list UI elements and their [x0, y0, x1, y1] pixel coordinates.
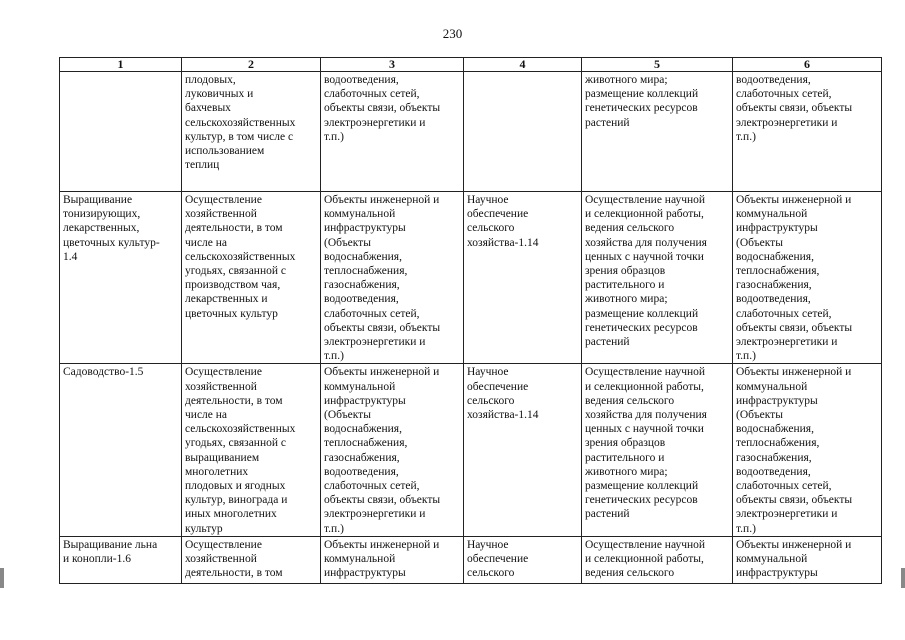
column-header: 4	[464, 58, 582, 72]
table-cell: Осуществление хозяйственной деятельности, в том	[182, 536, 321, 583]
table-cell: Осуществление научной и селекционной работы, ведения сельского	[582, 536, 733, 583]
table-cell: Объекты инженерной и коммунальной инфраструктуры (Объекты водоснабжения, теплоснабжения, газоснабжения, водоотведения, слаботочных сетей, объекты связи, объекты электроэнергетики и т.п.)	[321, 364, 464, 536]
table-cell: Осуществление хозяйственной деятельности, в том числе на сельскохозяйственных угодьях, связанной с производством чая, лекарственных и цветочных культур	[182, 192, 321, 364]
table-cell: Научное обеспечение сельского хозяйства-1.14	[464, 364, 582, 536]
table-cell: Объекты инженерной и коммунальной инфраструктуры	[321, 536, 464, 583]
table-cell	[60, 72, 182, 192]
table-cell	[464, 72, 582, 192]
table-cell: Осуществление хозяйственной деятельности, в том числе на сельскохозяйственных угодьях, связанной с выращиванием многолетних плодовых и ягодных культур, винограда и иных многолетних культур	[182, 364, 321, 536]
table-row	[60, 536, 882, 583]
table-cell: водоотведения, слаботочных сетей, объекты связи, объекты электроэнергетики и т.п.)	[321, 72, 464, 192]
table-row	[60, 192, 882, 364]
table-cell: Выращивание льна и конопли-1.6	[60, 536, 182, 583]
table-cell: животного мира; размещение коллекций генетических ресурсов растений	[582, 72, 733, 192]
table-cell: Объекты инженерной и коммунальной инфраструктуры (Объекты водоснабжения, теплоснабжения, газоснабжения, водоотведения, слаботочных сетей, объекты связи, объекты электроэнергетики и т.п.)	[321, 192, 464, 364]
table-cell: Садоводство-1.5	[60, 364, 182, 536]
table-row	[60, 72, 882, 192]
column-header: 3	[321, 58, 464, 72]
table-cell: Осуществление научной и селекционной работы, ведения сельского хозяйства для получения ценных с научной точки зрения образцов растительного и животного мира; размещение коллекций генетических ресурсов растений	[582, 364, 733, 536]
scan-edge-mark	[901, 568, 905, 588]
table-cell: Объекты инженерной и коммунальной инфраструктуры	[733, 536, 882, 583]
table-cell: Научное обеспечение сельского хозяйства-1.14	[464, 192, 582, 364]
table-cell: плодовых, луковичных и бахчевых сельскохозяйственных культур, в том числе с использованием теплиц	[182, 72, 321, 192]
table-cell: Объекты инженерной и коммунальной инфраструктуры (Объекты водоснабжения, теплоснабжения, газоснабжения, водоотведения, слаботочных сетей, объекты связи, объекты электроэнергетики и т.п.)	[733, 364, 882, 536]
page-number: 230	[442, 26, 463, 41]
table-cell: Научное обеспечение сельского	[464, 536, 582, 583]
scan-edge-mark	[0, 568, 4, 588]
column-header: 5	[582, 58, 733, 72]
table-row	[60, 364, 882, 536]
table-cell: Объекты инженерной и коммунальной инфраструктуры (Объекты водоснабжения, теплоснабжения, газоснабжения, водоотведения, слаботочных сетей, объекты связи, объекты электроэнергетики и т.п.)	[733, 192, 882, 364]
column-header: 2	[182, 58, 321, 72]
table-cell: Выращивание тонизирующих, лекарственных, цветочных культур- 1.4	[60, 192, 182, 364]
table-header-row	[60, 58, 882, 72]
table-cell: водоотведения, слаботочных сетей, объекты связи, объекты электроэнергетики и т.п.)	[733, 72, 882, 192]
table-cell: Осуществление научной и селекционной работы, ведения сельского хозяйства для получения ценных с научной точки зрения образцов растительного и животного мира; размещение коллекций генетических ресурсов растений	[582, 192, 733, 364]
column-header: 6	[733, 58, 882, 72]
column-header: 1	[60, 58, 182, 72]
land-use-table	[59, 57, 882, 584]
